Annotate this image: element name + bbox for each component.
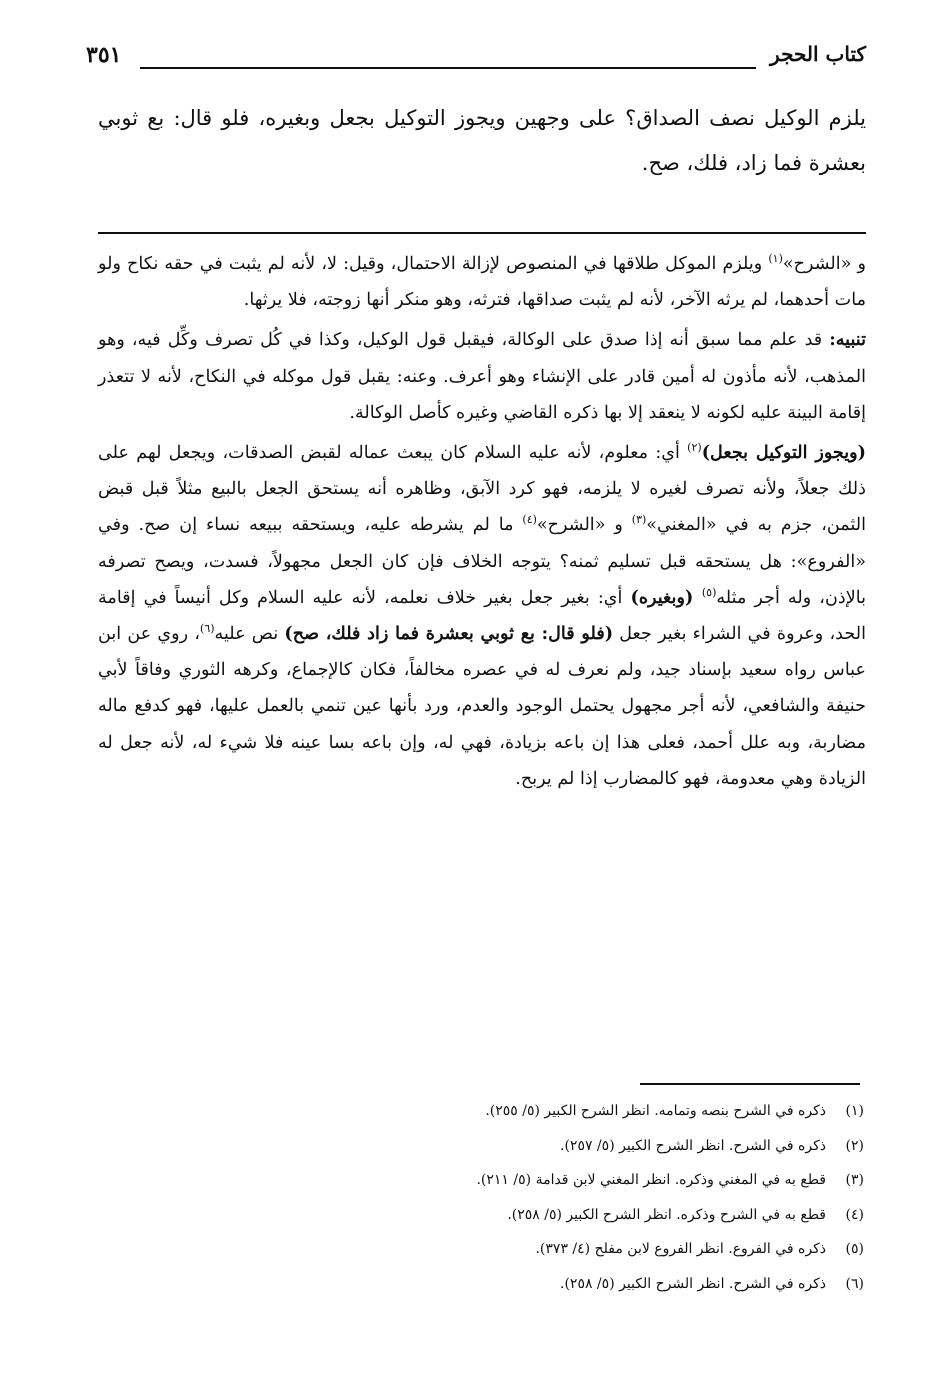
footnote [300, 1232, 864, 1267]
chapter-title: كتاب الحجر [770, 42, 866, 66]
footnote-text: ذكره في الشرح. انظر الشرح الكبير (٥/ ٢٥٧). [560, 1137, 826, 1154]
text-run: نص عليه [214, 624, 285, 645]
text-run: ما لم يشرطه عليه، ويستحقه ببيعه نساء إن صح. وفي «الفروع»: هل يستحقه قبل تسليم ثمنه؟ يتوجه الخلاف فإن كان الجعل مجهولاً، فسدت، ويصح تصرفه بالإذن، وله أجر مثله [98, 515, 866, 608]
footnote-separator [640, 1083, 860, 1085]
matn-quote: (ويجوز التوكيل بجعل) [701, 442, 866, 464]
commentary-paragraph-2 [98, 322, 866, 431]
footnote-number: (٤) [845, 1206, 864, 1223]
text-run: و «الشرح» [782, 254, 866, 274]
footnote-ref-1[interactable]: (١) [768, 252, 783, 266]
page-header [86, 42, 866, 82]
footnote [300, 1198, 864, 1233]
footnote [300, 1267, 864, 1302]
footnote-text: قطع به في المغني وذكره. انظر المغني لابن قدامة (٥/ ٢١١). [476, 1172, 826, 1188]
footnote-ref-3[interactable]: (٣) [631, 513, 647, 527]
footnote-text: ذكره في الفروع. انظر الفروع لابن مفلح (٤/ ٣٧٣). [535, 1241, 826, 1257]
footnote-number: (٢) [845, 1137, 864, 1154]
footnote [300, 1129, 864, 1164]
footnote-text: قطع به في الشرح وذكره. انظر الشرح الكبير (٥/ ٢٥٨). [507, 1206, 826, 1223]
footnote-text: ذكره في الشرح. انظر الشرح الكبير (٥/ ٢٥٨). [560, 1275, 826, 1292]
footnote-ref-4[interactable]: (٤) [522, 513, 537, 527]
matn-quote: (فلو قال: بع ثوبي بعشرة فما زاد فلك، صح) [284, 623, 614, 645]
notice-label: تنبيه: [829, 329, 866, 351]
footnote-number: (٥) [845, 1241, 864, 1257]
commentary [98, 246, 866, 801]
commentary-paragraph-1 [98, 246, 866, 318]
commentary-paragraph-3 [98, 435, 866, 797]
matn-separator [98, 232, 866, 234]
text-run: أي: معلوم، لأنه عليه السلام كان يبعث عماله لقبض الصدقات، ويجعل لهم على ذلك جعلاً، ولأنه تصرف لغيره لا يلزمه، فهو كرد الآبق، وظاهره أنه يستحق الجعل بالبيع مثلاً قبل قبض الثمن، جزم به في «المغني» [98, 443, 866, 536]
text-run: قد علم مما سبق أنه إذا صدق على الوكالة، فيقبل قول الوكيل، وكذا في كُل تصرف وكِّل فيه، وهو المذهب، لأنه مأذون له أمين قادر على الإنشاء وهو أعرف. وعنه: يقبل قول موكله في النكاح، لأنه لا تتعذر إقامة البينة عليه لكونه لا ينعقد إلا بها ذكره القاضي وغيره كأصل الوكالة. [98, 330, 866, 423]
footnote-ref-6[interactable]: (٦) [200, 622, 215, 636]
page-number: ٣٥١ [86, 42, 122, 68]
footnote-number: (١) [845, 1103, 864, 1119]
text-run: ويلزم الموكل طلاقها في المنصوص لإزالة الاحتمال، وقيل: لا، لأنه لم يثبت في حقه نكاح ولو مات أحدهما، لم يرثه الآخر، لأنه لم يثبت صداقها، فترثه، وهو منكر أنها زوجته، فلا يرثها. [98, 254, 866, 311]
text-run: ، روي عن ابن عباس رواه سعيد بإسناد جيد، ولم نعرف له في عصره مخالفاً، فكان كالإجماع، وكرهه الثوري وفاقاً لأبي حنيفة والشافعي، لأنه أجر مجهول يحتمل الوجود والعدم، ورد بأنها عين تنمي بالعمل عليها، فهو كدفع ماله مضاربة، وبه علل أحمد، فعلى هذا إن باعه بزيادة، فهي له، وإن باعه بسا عينه فلا شيء له، لأنه جعل له الزيادة وهي معدومة، فهو كالمضارب إذا لم يربح. [98, 624, 866, 789]
footnote-number: (٣) [845, 1172, 864, 1188]
matn-quote: (وبغيره) [630, 586, 702, 608]
footnote-ref-2[interactable]: (٢) [687, 441, 702, 455]
footnote-ref-5[interactable]: (٥) [701, 585, 717, 599]
footnote-text: ذكره في الشرح بنصه وتمامه. انظر الشرح الكبير (٥/ ٢٥٥). [485, 1103, 826, 1119]
footnote-number: (٦) [845, 1275, 864, 1292]
footnotes [300, 1094, 864, 1301]
text-run: و «الشرح» [536, 515, 632, 536]
footnote [300, 1094, 864, 1129]
matn-text: يلزم الوكيل نصف الصداق؟ على وجهين ويجوز التوكيل بجعل وبغيره، فلو قال: بع ثوبي بعشرة فما زاد، فلك، صح. [98, 106, 866, 175]
text-run: أي: بغير جعل بغير خلاف نعلمه، لأنه عليه السلام وكل أنيساً في إقامة الحد، وعروة في الشراء بغير جعل [98, 587, 866, 645]
header-rule [140, 67, 756, 69]
footnote [300, 1163, 864, 1198]
